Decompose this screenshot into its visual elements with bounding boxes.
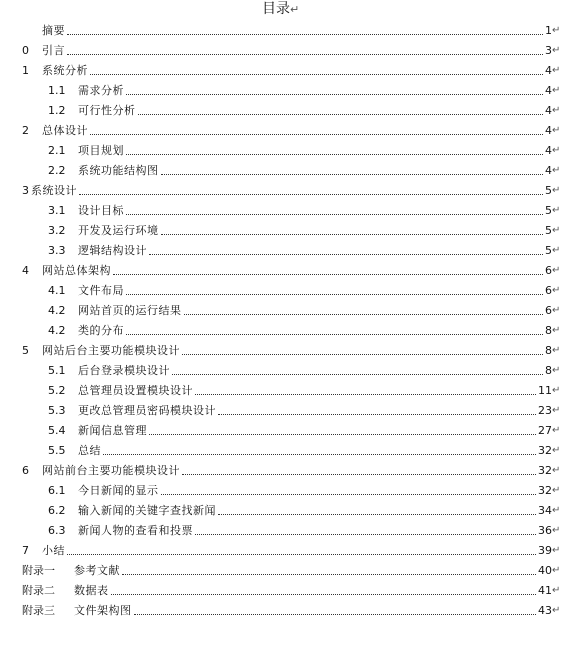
- paragraph-mark-icon: ↵: [552, 605, 561, 616]
- paragraph-mark-icon: ↵: [552, 125, 561, 136]
- toc-entry-label: 总体设计: [42, 124, 88, 137]
- toc-entry-page-number: 4: [545, 124, 552, 137]
- toc-entry-number: 6: [22, 464, 29, 477]
- toc-entry-number: 5.2: [48, 384, 66, 397]
- toc-entry-number: 5.1: [48, 364, 66, 377]
- toc-entry-number: 3.2: [48, 224, 66, 237]
- toc-entry-subsection[interactable]: [0, 80, 562, 100]
- dot-leader: [126, 214, 543, 215]
- dot-leader: [149, 434, 536, 435]
- toc-title-text: 目录: [262, 1, 290, 17]
- toc-entry-page-number: 8: [545, 324, 552, 337]
- toc-entry-subsection[interactable]: [0, 100, 562, 120]
- toc-entry-label: 网站后台主要功能模块设计: [42, 344, 180, 357]
- toc-entry-page-number: 8: [545, 364, 552, 377]
- paragraph-mark-icon: ↵: [552, 25, 561, 36]
- toc-entry-page-number: 6: [545, 264, 552, 277]
- toc-entry-label: 需求分析: [78, 84, 124, 97]
- toc-entry-number: 附录二: [22, 584, 55, 597]
- toc-entry-subsection[interactable]: [0, 500, 562, 520]
- toc-title: [0, 0, 562, 18]
- toc-entry-section[interactable]: [0, 20, 562, 40]
- dot-leader: [126, 294, 543, 295]
- toc-entry-label: 今日新闻的显示: [78, 484, 159, 497]
- toc-entry-label: 参考文献: [74, 564, 120, 577]
- toc-entry-label: 更改总管理员密码模块设计: [78, 404, 216, 417]
- toc-entry-page-number: 23: [538, 404, 552, 417]
- toc-entry-subsection[interactable]: [0, 380, 562, 400]
- toc-entry-number: 6.2: [48, 504, 66, 517]
- dot-leader: [182, 354, 543, 355]
- paragraph-mark-icon: ↵: [552, 165, 561, 176]
- paragraph-mark-icon: ↵: [552, 185, 561, 196]
- toc-entry-number: 5.3: [48, 404, 66, 417]
- toc-entry-number: 4.2: [48, 324, 66, 337]
- paragraph-mark-icon: ↵: [552, 405, 561, 416]
- toc-entry-number: 2: [22, 124, 29, 137]
- dot-leader: [67, 54, 543, 55]
- toc-entry-number: 4: [22, 264, 29, 277]
- toc-entry-number: 1.2: [48, 104, 66, 117]
- toc-entry-page-number: 6: [545, 284, 552, 297]
- toc-entry-subsection[interactable]: [0, 220, 562, 240]
- toc-entry-section[interactable]: [0, 260, 562, 280]
- dot-leader: [149, 254, 543, 255]
- dot-leader: [218, 414, 536, 415]
- toc-entry-label: 小结: [42, 544, 65, 557]
- toc-entry-page-number: 43: [538, 604, 552, 617]
- toc-entry-label: 总管理员设置模块设计: [78, 384, 193, 397]
- toc-entry-label: 新闻人物的查看和投票: [78, 524, 193, 537]
- toc-entry-label: 文件布局: [78, 284, 124, 297]
- paragraph-mark-icon: ↵: [552, 545, 561, 556]
- toc-entry-page-number: 32: [538, 444, 552, 457]
- toc-entry-number: 2.1: [48, 144, 66, 157]
- paragraph-mark-icon: ↵: [552, 285, 561, 296]
- toc-entry-page-number: 5: [545, 224, 552, 237]
- dot-leader: [134, 614, 537, 615]
- toc-entry-label: 设计目标: [78, 204, 124, 217]
- toc-entry-number: 附录三: [22, 604, 55, 617]
- paragraph-mark-icon: ↵: [552, 85, 561, 96]
- toc-entry-label: 项目规划: [78, 144, 124, 157]
- toc-entry-subsection[interactable]: [0, 480, 562, 500]
- toc-entry-label: 可行性分析: [78, 104, 136, 117]
- toc-entry-section[interactable]: [0, 540, 562, 560]
- toc-entry-number: 1: [22, 64, 29, 77]
- toc-entry-page-number: 4: [545, 64, 552, 77]
- toc-entry-section[interactable]: [0, 60, 562, 80]
- paragraph-mark-icon: ↵: [552, 105, 561, 116]
- toc-entry-page-number: 40: [538, 564, 552, 577]
- toc-entry-label: 引言: [42, 44, 65, 57]
- toc-entry-section[interactable]: [0, 340, 562, 360]
- paragraph-mark-icon: ↵: [552, 525, 561, 536]
- toc-entry-number: 3: [22, 184, 29, 197]
- toc-entry-number: 4.1: [48, 284, 66, 297]
- toc-entry-number: 1.1: [48, 84, 66, 97]
- toc-entry-page-number: 36: [538, 524, 552, 537]
- dot-leader: [103, 454, 536, 455]
- toc-entry-page-number: 3: [545, 44, 552, 57]
- toc-entry-section[interactable]: [0, 180, 562, 200]
- dot-leader: [161, 494, 537, 495]
- toc-entry-section[interactable]: [0, 600, 562, 620]
- toc-entry-page-number: 11: [538, 384, 552, 397]
- dot-leader: [161, 174, 544, 175]
- toc-entry-page-number: 39: [538, 544, 552, 557]
- dot-leader: [90, 134, 543, 135]
- toc-entry-subsection[interactable]: [0, 160, 562, 180]
- paragraph-mark-icon: ↵: [552, 305, 561, 316]
- toc-entry-number: 6.1: [48, 484, 66, 497]
- toc-entry-number: 6.3: [48, 524, 66, 537]
- toc-entry-subsection[interactable]: [0, 280, 562, 300]
- toc-entry-subsection[interactable]: [0, 320, 562, 340]
- dot-leader: [113, 274, 543, 275]
- toc-entry-number: 3.3: [48, 244, 66, 257]
- dot-leader: [161, 234, 544, 235]
- paragraph-mark-icon: ↵: [552, 505, 561, 516]
- toc-entry-subsection[interactable]: [0, 420, 562, 440]
- toc-entry-number: 3.1: [48, 204, 66, 217]
- toc-entry-subsection[interactable]: [0, 240, 562, 260]
- paragraph-mark-icon: ↵: [552, 565, 561, 576]
- toc-entry-label: 开发及运行环境: [78, 224, 159, 237]
- toc-entry-subsection[interactable]: [0, 520, 562, 540]
- toc-entry-label: 逻辑结构设计: [78, 244, 147, 257]
- paragraph-mark-icon: ↵: [552, 585, 561, 596]
- toc-entry-number: 2.2: [48, 164, 66, 177]
- toc-entry-number: 0: [22, 44, 29, 57]
- toc-entry-page-number: 4: [545, 144, 552, 157]
- paragraph-mark-icon: ↵: [552, 365, 561, 376]
- toc-list: [0, 20, 562, 620]
- toc-entry-page-number: 32: [538, 484, 552, 497]
- toc-entry-page-number: 5: [545, 184, 552, 197]
- toc-entry-label: 系统设计: [31, 184, 77, 197]
- toc-entry-label: 总结: [78, 444, 101, 457]
- toc-entry-label: 系统分析: [42, 64, 88, 77]
- dot-leader: [218, 514, 536, 515]
- toc-entry-subsection[interactable]: [0, 300, 562, 320]
- toc-entry-label: 网站总体架构: [42, 264, 111, 277]
- dot-leader: [122, 574, 536, 575]
- toc-entry-section[interactable]: [0, 580, 562, 600]
- toc-entry-page-number: 32: [538, 464, 552, 477]
- toc-entry-page-number: 6: [545, 304, 552, 317]
- toc-entry-label: 文件架构图: [74, 604, 132, 617]
- toc-entry-label: 输入新闻的关键字查找新闻: [78, 504, 216, 517]
- paragraph-mark-icon: ↵: [552, 45, 561, 56]
- dot-leader: [79, 194, 543, 195]
- toc-entry-section[interactable]: [0, 560, 562, 580]
- toc-entry-page-number: 27: [538, 424, 552, 437]
- dot-leader: [138, 114, 544, 115]
- paragraph-mark-icon: ↵: [552, 265, 561, 276]
- toc-entry-page-number: 5: [545, 204, 552, 217]
- dot-leader: [195, 534, 536, 535]
- dot-leader: [126, 94, 543, 95]
- paragraph-mark-icon: ↵: [290, 3, 300, 16]
- toc-entry-label: 类的分布: [78, 324, 124, 337]
- toc-entry-label: 网站前台主要功能模块设计: [42, 464, 180, 477]
- toc-entry-section[interactable]: [0, 40, 562, 60]
- toc-entry-label: 后台登录模块设计: [78, 364, 170, 377]
- toc-entry-page-number: 41: [538, 584, 552, 597]
- paragraph-mark-icon: ↵: [552, 445, 561, 456]
- paragraph-mark-icon: ↵: [552, 465, 561, 476]
- paragraph-mark-icon: ↵: [552, 345, 561, 356]
- dot-leader: [67, 554, 536, 555]
- toc-entry-number: 5.5: [48, 444, 66, 457]
- toc-entry-page-number: 1: [545, 24, 552, 37]
- paragraph-mark-icon: ↵: [552, 145, 561, 156]
- toc-entry-label: 系统功能结构图: [78, 164, 159, 177]
- dot-leader: [111, 594, 537, 595]
- toc-entry-section[interactable]: [0, 460, 562, 480]
- paragraph-mark-icon: ↵: [552, 65, 561, 76]
- toc-entry-page-number: 8: [545, 344, 552, 357]
- paragraph-mark-icon: ↵: [552, 325, 561, 336]
- toc-entry-subsection[interactable]: [0, 200, 562, 220]
- toc-entry-number: 5: [22, 344, 29, 357]
- dot-leader: [182, 474, 536, 475]
- paragraph-mark-icon: ↵: [552, 205, 561, 216]
- dot-leader: [172, 374, 543, 375]
- dot-leader: [67, 34, 543, 35]
- dot-leader: [126, 154, 543, 155]
- toc-entry-label: 数据表: [74, 584, 109, 597]
- toc-entry-subsection[interactable]: [0, 360, 562, 380]
- paragraph-mark-icon: ↵: [552, 485, 561, 496]
- toc-entry-number: 5.4: [48, 424, 66, 437]
- toc-entry-number: 4.2: [48, 304, 66, 317]
- toc-entry-number: 7: [22, 544, 29, 557]
- paragraph-mark-icon: ↵: [552, 245, 561, 256]
- toc-entry-page-number: 4: [545, 84, 552, 97]
- paragraph-mark-icon: ↵: [552, 425, 561, 436]
- toc-entry-page-number: 4: [545, 104, 552, 117]
- toc-entry-subsection[interactable]: [0, 440, 562, 460]
- toc-entry-subsection[interactable]: [0, 140, 562, 160]
- toc-entry-section[interactable]: [0, 120, 562, 140]
- toc-entry-page-number: 4: [545, 164, 552, 177]
- toc-entry-label: 网站首页的运行结果: [78, 304, 182, 317]
- paragraph-mark-icon: ↵: [552, 225, 561, 236]
- dot-leader: [90, 74, 543, 75]
- toc-entry-subsection[interactable]: [0, 400, 562, 420]
- dot-leader: [126, 334, 543, 335]
- toc-entry-label: 新闻信息管理: [78, 424, 147, 437]
- toc-entry-number: 附录一: [22, 564, 55, 577]
- dot-leader: [184, 314, 544, 315]
- dot-leader: [195, 394, 536, 395]
- toc-entry-page-number: 34: [538, 504, 552, 517]
- toc-entry-page-number: 5: [545, 244, 552, 257]
- paragraph-mark-icon: ↵: [552, 385, 561, 396]
- toc-entry-label: 摘要: [42, 24, 65, 37]
